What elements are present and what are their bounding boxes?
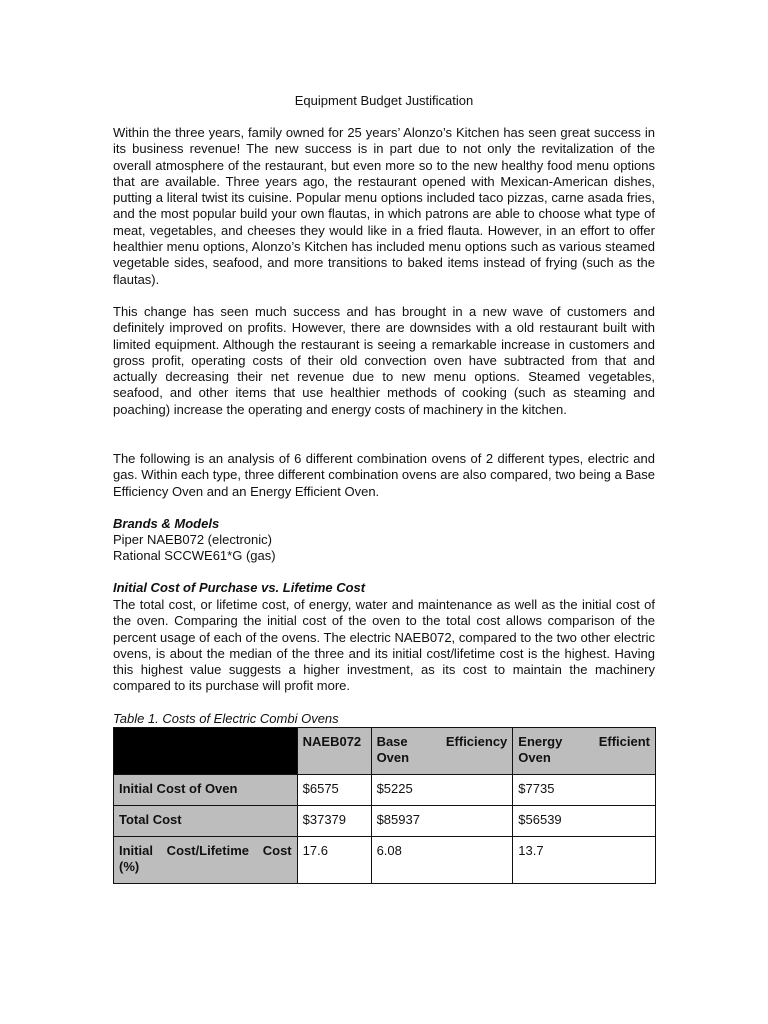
- table-cell: $7735: [513, 775, 656, 806]
- paragraph-change: This change has seen much success and has brought in a new wave of customers and definitely improved on profits. However, there are downsides with a old restaurant built with limited equipment. Although the restaurant is seeing a remarkable increase in customers and gross profit, operating costs of their old convection oven have subtracted from that and actually decreasing their net revenue due to new menu options. Steamed vegetables, seafood, and other items that use healthier methods of cooking (such as steaming and poaching) increase the operating and energy costs of machinery in the kitchen.: [113, 304, 655, 417]
- table-cell: 6.08: [371, 837, 513, 884]
- table-header-blank: [114, 728, 298, 775]
- costs-table: [113, 727, 656, 884]
- table-cell: 13.7: [513, 837, 656, 884]
- table-row-label: Initial Cost of Oven: [114, 775, 298, 806]
- table-cell: $85937: [371, 806, 513, 837]
- table-row: [114, 806, 656, 837]
- brand-item: Rational SCCWE61*G (gas): [113, 548, 276, 563]
- table-caption: Table 1. Costs of Electric Combi Ovens: [113, 711, 339, 726]
- table-cell: $56539: [513, 806, 656, 837]
- table-row: [114, 775, 656, 806]
- paragraph-analysis: The following is an analysis of 6 different combination ovens of 2 different types, electric and gas. Within each type, three different combination ovens are also compared, two being a Base Efficiency Oven and an Energy Efficient Oven.: [113, 451, 655, 499]
- paragraph-intro: Within the three years, family owned for 25 years’ Alonzo’s Kitchen has seen great success in its business revenue! The new success is in part due to not only the revitalization of the overall atmosphere of the restaurant, but even more so to the new healthy food menu options that are available. Three years ago, the restaurant opened with Mexican-American dishes, putting a literal twist its cuisine. Popular menu options included taco pizzas, carne asada fries, and the most popular build your own flautas, in which patrons are able to choose what type of meat, vegetables, and cheeses they would like in a fried flauta. However, in an effort to offer healthier menu options, Alonzo’s Kitchen has included menu options such as various steamed vegetable sides, seafood, and more transitions to baked items instead of frying (such as the flautas).: [113, 125, 655, 287]
- table-cell: $5225: [371, 775, 513, 806]
- paragraph-initial-cost: The total cost, or lifetime cost, of energy, water and maintenance as well as the initial cost of the oven. Comparing the initial cost of the oven to the total cost allows comparison of the percent usage of each of the ovens. The electric NAEB072, compared to the two other electric ovens, is about the median of the three and its initial cost/lifetime cost is the highest. Having this highest value suggests a higher investment, as its cost to maintain the machinery compared to its purchase will profit more.: [113, 597, 655, 694]
- brand-item: Piper NAEB072 (electronic): [113, 532, 272, 547]
- table-header-cell: Base Efficiency Oven: [371, 728, 513, 775]
- table-row-label: Initial Cost/Lifetime Cost (%): [114, 837, 298, 884]
- table-cell: 17.6: [297, 837, 371, 884]
- table-header-cell: NAEB072: [297, 728, 371, 775]
- document-title: Equipment Budget Justification: [294, 93, 474, 108]
- table-header-row: [114, 728, 656, 775]
- table-row: [114, 837, 656, 884]
- initial-cost-heading: Initial Cost of Purchase vs. Lifetime Cost: [113, 580, 366, 595]
- table-cell: $6575: [297, 775, 371, 806]
- table-row-label: Total Cost: [114, 806, 298, 837]
- table-header-cell: Energy Efficient Oven: [513, 728, 656, 775]
- brands-heading: Brands & Models: [113, 516, 220, 531]
- table-cell: $37379: [297, 806, 371, 837]
